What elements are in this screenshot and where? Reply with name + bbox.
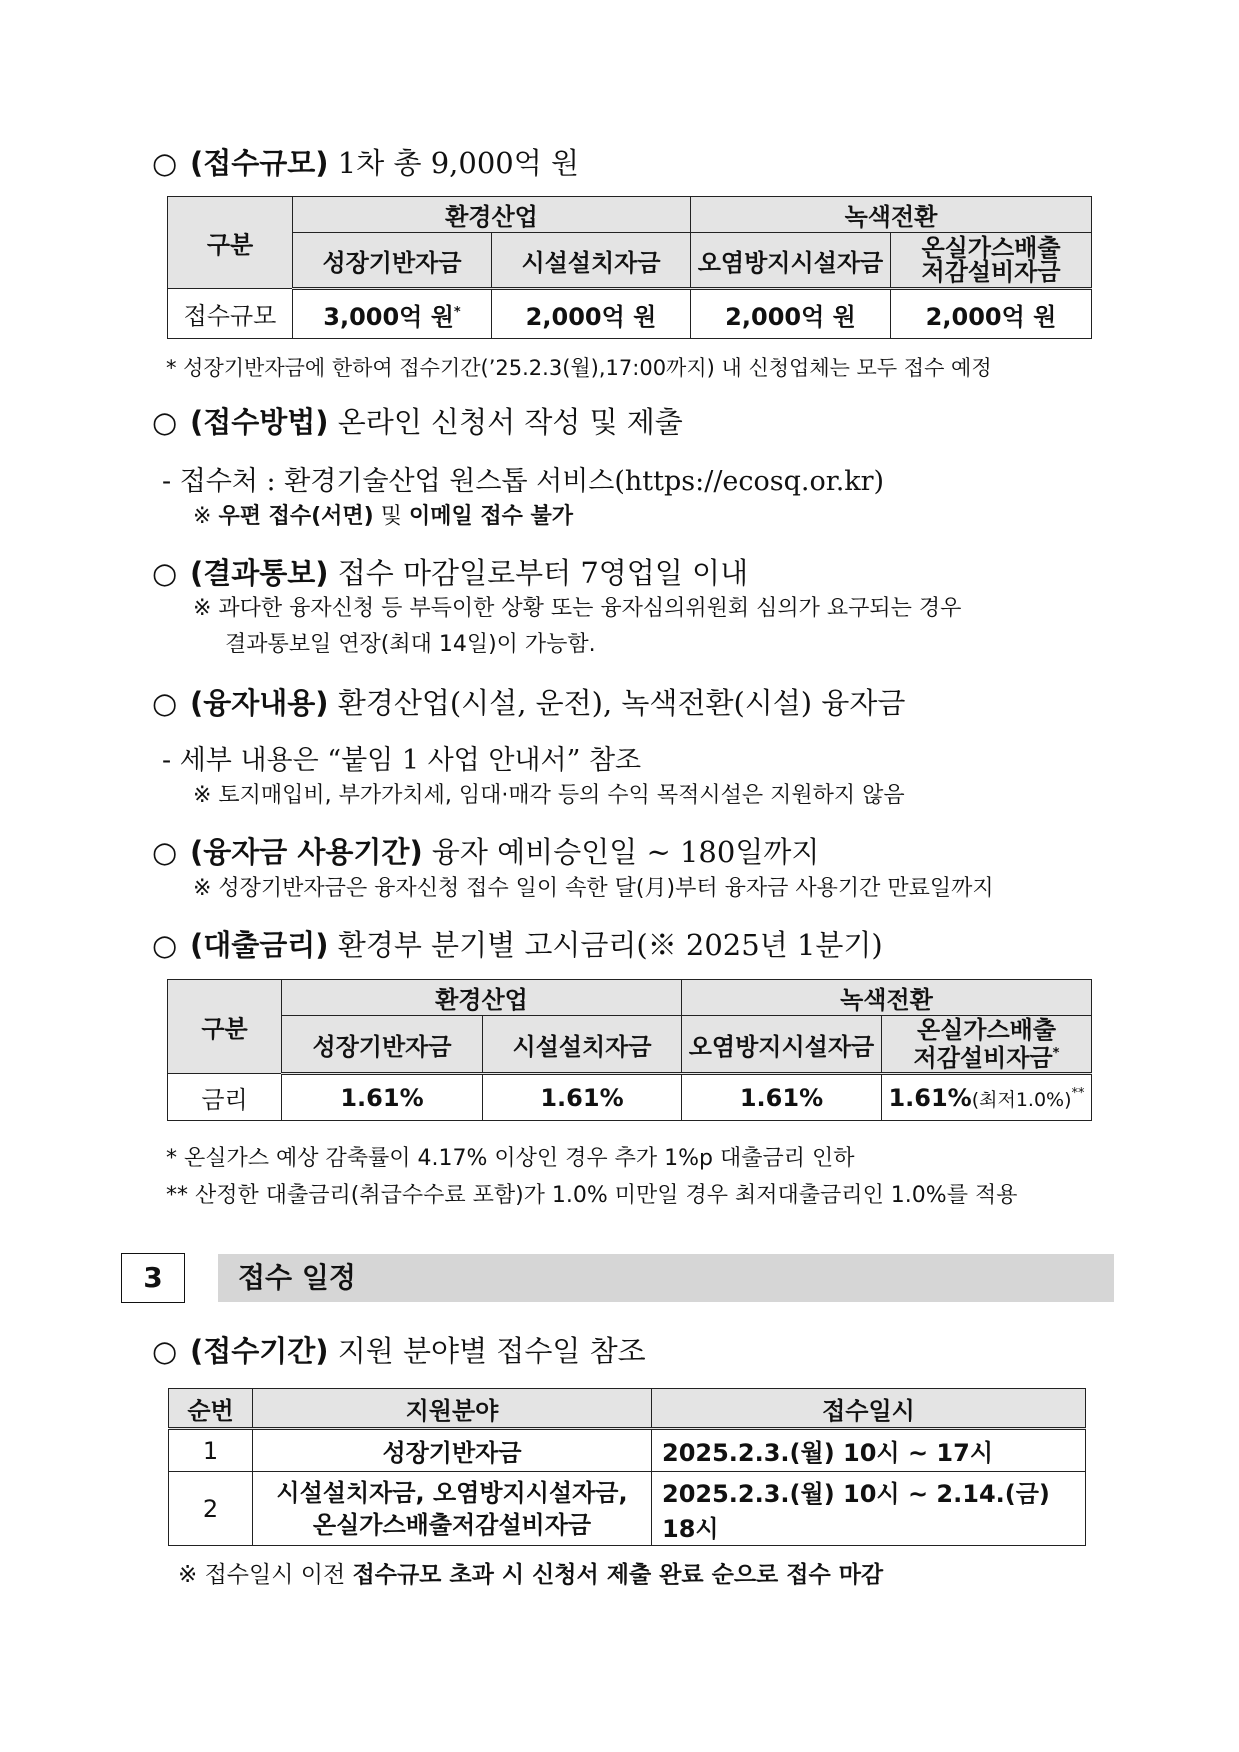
rate-footnote-2: ** 산정한 대출금리(취급수수료 포함)가 1.0% 미만일 경우 최저대출금리인 1.0%를 적용 — [166, 1183, 1018, 1208]
result-note-line1: ※ 과다한 융자신청 등 부득이한 상황 또는 융자심의위원회 심의가 요구되는 경우 — [193, 596, 962, 621]
period-note: ※ 성장기반자금은 융자신청 접수 일이 속한 달(月)부터 융자금 사용기간 만료일까지 — [193, 876, 994, 901]
section-title: 접수 일정 — [218, 1254, 1114, 1302]
bullet-mark: ○ — [152, 928, 178, 962]
schedule-row2-no: 2 — [169, 1472, 253, 1546]
scale-col-4-line2: 저감설비자금 — [921, 258, 1061, 286]
scale-footnote: * 성장기반자금에 한하여 접수기간(’25.2.3(월),17:00까지) 내 신청업체는 모두 접수 예정 — [166, 356, 992, 380]
schedule-row1-field: 성장기반자금 — [253, 1429, 652, 1472]
rate-bullet — [152, 925, 883, 965]
rate-value-4-extra: (최저1.0%) — [971, 1088, 1072, 1111]
schedule-note — [178, 1558, 883, 1592]
bullet-mark: ○ — [152, 835, 178, 869]
schedule-header-date: 접수일시 — [652, 1389, 1086, 1429]
rate-value-3: 1.61% — [682, 1074, 882, 1121]
rate-text: 환경부 분기별 고시금리(※ 2025년 1분기) — [337, 928, 883, 962]
rate-value-4-mark: ** — [1071, 1085, 1085, 1101]
scale-value-2: 2,000억 원 — [492, 289, 691, 339]
schedule-heading: (접수기간) — [190, 1334, 329, 1368]
content-text: 환경산업(시설, 운전), 녹색전환(시설) 융자금 — [337, 686, 906, 720]
scale-group1: 환경산업 — [293, 197, 691, 233]
method-bullet — [152, 402, 683, 442]
scale-value-4: 2,000억 원 — [891, 289, 1092, 339]
method-note-prefix: ※ — [193, 504, 219, 529]
rate-value-2: 1.61% — [483, 1074, 682, 1121]
bullet-mark: ○ — [152, 1334, 178, 1368]
scale-value-3: 2,000억 원 — [691, 289, 891, 339]
schedule-header-no: 순번 — [169, 1389, 253, 1429]
content-note: ※ 토지매입비, 부가가치세, 임대·매각 등의 수익 목적시설은 지원하지 않음 — [193, 783, 905, 808]
schedule-text: 지원 분야별 접수일 참조 — [337, 1334, 646, 1368]
rate-row-label: 금리 — [168, 1074, 282, 1121]
scale-col-3: 오염방지시설자금 — [691, 233, 891, 289]
schedule-note-bold: 접수규모 초과 시 신청서 제출 완료 순으로 접수 마감 — [352, 1562, 884, 1588]
scale-group2: 녹색전환 — [691, 197, 1092, 233]
section-number: 3 — [121, 1253, 185, 1303]
rate-value-4 — [882, 1074, 1092, 1121]
bullet-mark: ○ — [152, 686, 178, 720]
rate-table — [167, 979, 1092, 1121]
rate-value-1: 1.61% — [282, 1074, 483, 1121]
schedule-row2-field-line2: 온실가스배출저감설비자금 — [312, 1510, 592, 1539]
scale-col-4-line1: 온실가스배출 — [921, 234, 1061, 262]
rate-value-4-text: 1.61% — [888, 1083, 972, 1112]
table-row — [169, 1429, 1086, 1472]
scale-value-1 — [293, 289, 492, 339]
rate-col-label: 구분 — [168, 980, 282, 1074]
schedule-table — [168, 1388, 1086, 1546]
rate-heading: (대출금리) — [190, 928, 329, 962]
scale-col-4 — [891, 233, 1092, 289]
scale-table — [167, 196, 1092, 339]
scale-col-label: 구분 — [168, 197, 293, 289]
method-text: 온라인 신청서 작성 및 제출 — [337, 405, 683, 439]
method-note-mid: 및 — [373, 504, 409, 529]
content-heading: (융자내용) — [190, 686, 329, 720]
period-heading: (융자금 사용기간) — [190, 835, 423, 869]
bullet-mark: ○ — [152, 405, 178, 439]
rate-group2: 녹색전환 — [682, 980, 1092, 1016]
content-dash: - 세부 내용은 “붙임 1 사업 안내서” 참조 — [162, 745, 642, 776]
rate-col-4-mark: * — [1052, 1046, 1060, 1061]
rate-col-4-line1: 온실가스배출 — [916, 1016, 1057, 1044]
rate-footnote-1: * 온실가스 예상 감축률이 4.17% 이상인 경우 추가 1%p 대출금리 인하 — [166, 1146, 855, 1171]
period-text: 융자 예비승인일 ~ 180일까지 — [431, 835, 820, 869]
scale-value-1-text: 3,000억 원 — [323, 302, 454, 331]
rate-col-2: 시설설치자금 — [483, 1016, 682, 1074]
bullet-mark: ○ — [152, 146, 178, 180]
result-heading: (결과통보) — [190, 556, 329, 590]
result-bullet — [152, 553, 748, 593]
result-note-line2: 결과통보일 연장(최대 14일)이 가능함. — [225, 632, 596, 657]
method-dash: - 접수처 : 환경기술산업 원스톱 서비스(https://ecosq.or.kr) — [162, 466, 885, 497]
method-note — [193, 500, 573, 534]
table-row — [169, 1472, 1086, 1546]
schedule-row2-date: 2025.2.3.(월) 10시 ~ 2.14.(금) 18시 — [652, 1472, 1086, 1546]
bullet-mark: ○ — [152, 556, 178, 590]
scale-bullet — [152, 143, 579, 183]
scale-value-1-mark: * — [453, 304, 461, 320]
method-note-bold2: 이메일 접수 불가 — [408, 504, 574, 529]
scale-text: 1차 총 9,000억 원 — [337, 146, 579, 180]
schedule-row1-date: 2025.2.3.(월) 10시 ~ 17시 — [652, 1429, 1086, 1472]
result-text: 접수 마감일로부터 7영업일 이내 — [337, 556, 749, 590]
rate-col-3: 오염방지시설자금 — [682, 1016, 882, 1074]
schedule-header-field: 지원분야 — [253, 1389, 652, 1429]
rate-col-1: 성장기반자금 — [282, 1016, 483, 1074]
schedule-row1-no: 1 — [169, 1429, 253, 1472]
scale-heading: (접수규모) — [190, 146, 329, 180]
period-bullet — [152, 832, 819, 872]
schedule-row2-field — [253, 1472, 652, 1546]
method-heading: (접수방법) — [190, 405, 329, 439]
scale-col-2: 시설설치자금 — [492, 233, 691, 289]
schedule-row2-field-line1: 시설설치자금, 오염방지시설자금, — [276, 1478, 628, 1507]
scale-row-label: 접수규모 — [168, 289, 293, 339]
method-note-bold1: 우편 접수(서면) — [218, 504, 374, 529]
scale-col-1: 성장기반자금 — [293, 233, 492, 289]
rate-col-4 — [882, 1016, 1092, 1074]
rate-col-4-line2: 저감설비자금 — [913, 1044, 1053, 1072]
content-bullet — [152, 683, 905, 723]
rate-group1: 환경산업 — [282, 980, 682, 1016]
schedule-note-prefix: ※ 접수일시 이전 — [178, 1562, 353, 1588]
schedule-bullet — [152, 1331, 646, 1371]
